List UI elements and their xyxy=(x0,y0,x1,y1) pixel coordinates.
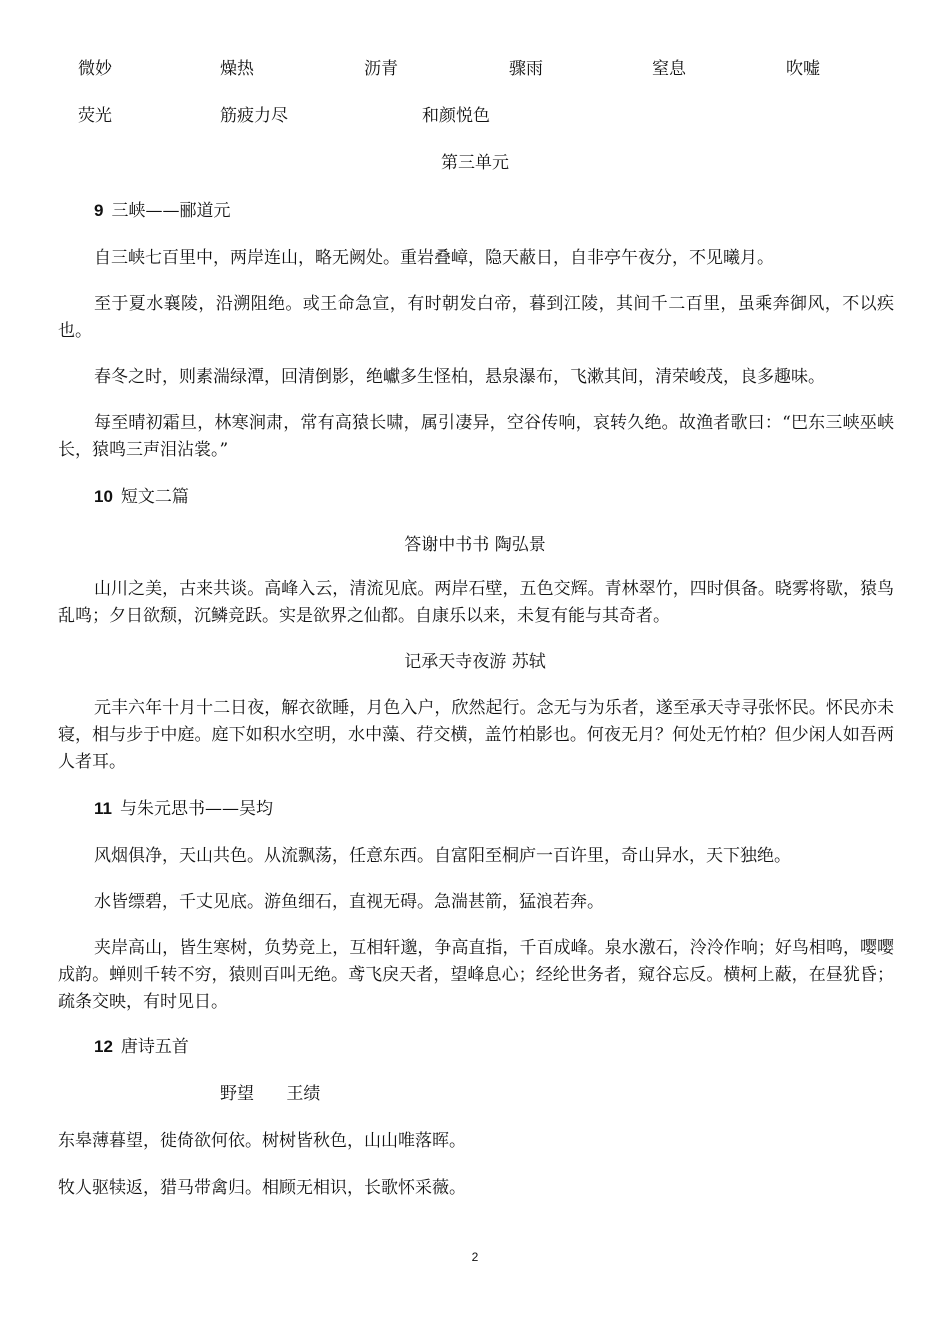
section-number: 9 xyxy=(94,201,104,220)
poem-line: 牧人驱犊返，猎马带禽归。相顾无相识，长歌怀采薇。 xyxy=(58,1178,466,1198)
paragraph: 山川之美，古来共谈。高峰入云，清流见底。两岸石壁，五色交辉。青林翠竹，四时俱备。晓雾将歇，猿鸟乱鸣；夕日欲颓，沉鳞竞跃。实是欲界之仙都。自康乐以来，未复有能与其奇者。 xyxy=(58,579,894,626)
section-heading-12 xyxy=(94,1037,189,1057)
section-title: 与朱元思书——吴均 xyxy=(119,799,273,819)
section-number: 10 xyxy=(94,487,113,506)
paragraph: 元丰六年十月十二日夜，解衣欲睡，月色入户，欣然起行。念无与为乐者，遂至承天寺寻张怀民。怀民亦未寝，相与步于中庭。庭下如积水空明，水中藻、荇交横，盖竹柏影也。何夜无月？何处无竹柏？但少闲人如吾两人者耳。 xyxy=(58,698,894,772)
paragraph: 风烟俱净，天山共色。从流飘荡，任意东西。自富阳至桐庐一百许里，奇山异水，天下独绝。 xyxy=(94,846,791,866)
page-number: 2 xyxy=(471,1250,479,1264)
subtitle: 记承天寺夜游 苏轼 xyxy=(404,652,546,672)
section-title: 三峡——郦道元 xyxy=(111,201,231,221)
paragraph: 夹岸高山，皆生寒树，负势竞上，互相轩邈，争高直指，千百成峰。泉水激石，泠泠作响；好鸟相鸣，嘤嘤成韵。蝉则千转不穷，猿则百叫无绝。鸢飞戾天者，望峰息心；经纶世务者，窥谷忘反。横柯上蔽，在昼犹昏；疏条交映，有时见日。 xyxy=(58,938,894,1012)
section-heading-11 xyxy=(94,799,273,819)
unit-title: 第三单元 xyxy=(441,153,509,173)
paragraph: 每至晴初霜旦，林寒涧肃，常有高猿长啸，属引凄异，空谷传响，哀转久绝。故渔者歌曰：“巴东三峡巫峡长，猿鸣三声泪沾裳。” xyxy=(58,413,894,460)
section-heading-9 xyxy=(94,201,230,221)
vocab-word: 吹嘘 xyxy=(786,59,820,79)
vocab-word: 筋疲力尽 xyxy=(220,106,288,126)
vocab-word: 荧光 xyxy=(78,106,112,126)
paragraph: 自三峡七百里中，两岸连山，略无阙处。重岩叠嶂，隐天蔽日，自非亭午夜分，不见曦月。 xyxy=(94,248,774,268)
vocab-word: 沥青 xyxy=(364,59,398,79)
section-number: 11 xyxy=(94,799,112,818)
vocab-word: 窒息 xyxy=(652,59,686,79)
vocab-word: 微妙 xyxy=(78,59,112,79)
section-heading-10 xyxy=(94,487,189,507)
section-title: 唐诗五首 xyxy=(120,1037,189,1057)
vocab-word: 燥热 xyxy=(220,59,254,79)
vocab-word: 骤雨 xyxy=(509,59,543,79)
section-number: 12 xyxy=(94,1037,113,1056)
paragraph: 春冬之时，则素湍绿潭，回清倒影，绝巘多生怪柏，悬泉瀑布，飞漱其间，清荣峻茂，良多趣味。 xyxy=(94,367,825,387)
poem-line: 东皋薄暮望，徙倚欲何依。树树皆秋色，山山唯落晖。 xyxy=(58,1131,466,1151)
paragraph: 水皆缥碧，千丈见底。游鱼细石，直视无碍。急湍甚箭，猛浪若奔。 xyxy=(94,892,604,912)
paragraph: 至于夏水襄陵，沿溯阻绝。或王命急宣，有时朝发白帝，暮到江陵，其间千二百里，虽乘奔御风，不以疾也。 xyxy=(58,294,894,341)
vocab-word: 和颜悦色 xyxy=(422,106,490,126)
section-title: 短文二篇 xyxy=(120,487,189,507)
subtitle: 答谢中书书 陶弘景 xyxy=(404,535,546,555)
poem-title: 野望 王绩 xyxy=(220,1084,321,1104)
